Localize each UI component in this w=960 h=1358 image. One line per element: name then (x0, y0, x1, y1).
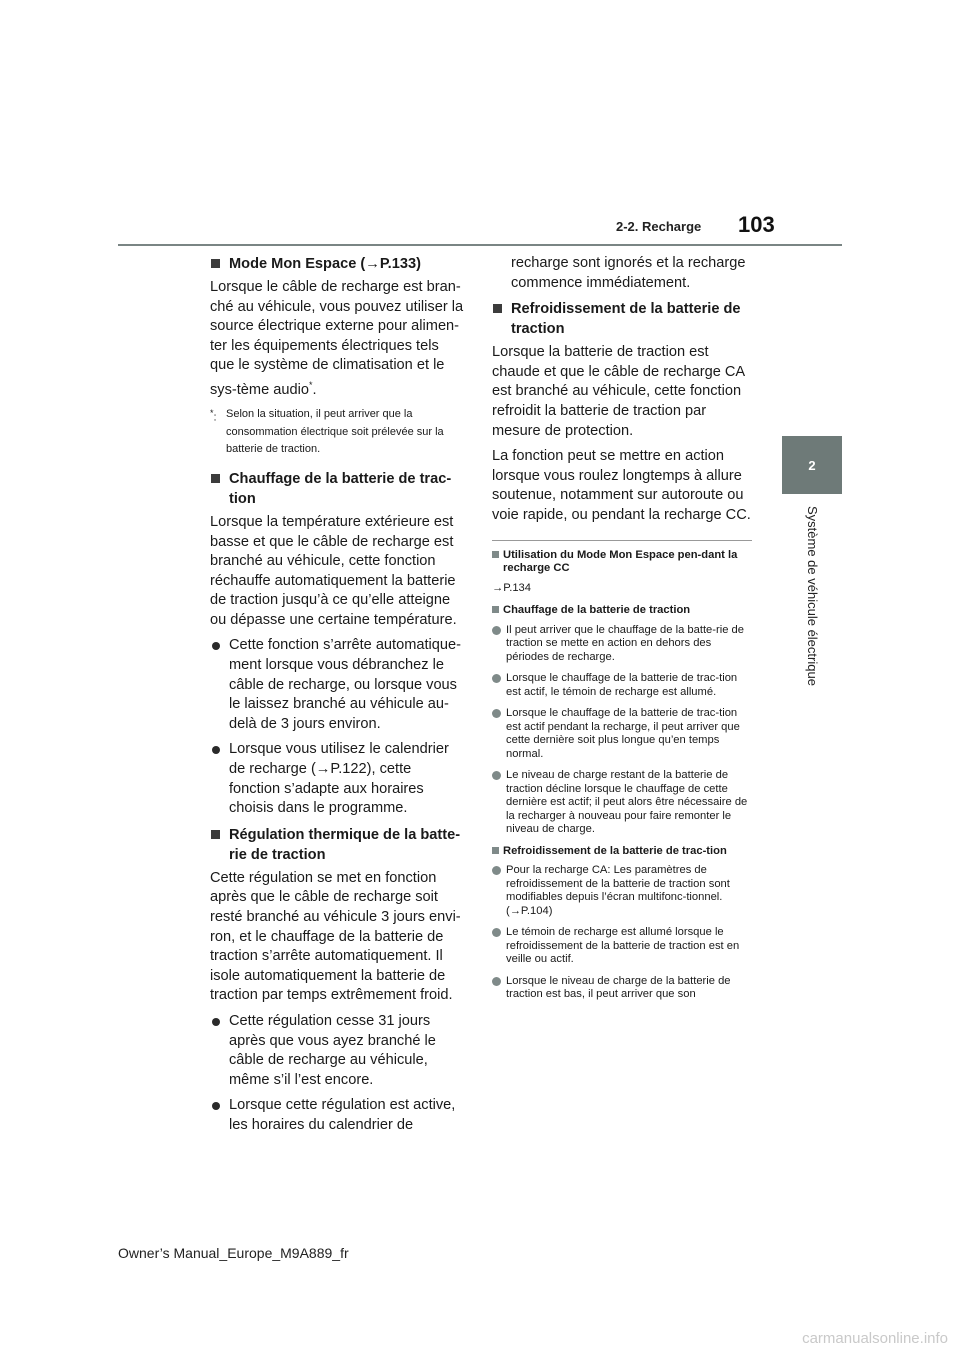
paragraph: Lorsque la batterie de traction est chaude et que le câble de recharge CA est branché au véhicule, cette fonction refroidit la batterie de traction par mesure de protection. (492, 344, 745, 439)
note-bullet: Il peut arriver que le chauffage de la batte-rie de traction se mette en action en dehors des périodes de recharge. (492, 624, 752, 665)
section-title: 2-2. Recharge (616, 219, 702, 234)
footnote: *: Selon la situation, il peut arriver que la consommation électrique soit prélevée sur la batterie de traction. (210, 408, 444, 456)
notes-separator (492, 540, 752, 541)
right-column (492, 254, 752, 1010)
paragraph-continued: recharge sont ignorés et la recharge commence immédiatement. (511, 255, 746, 291)
note-bullet: Le niveau de charge restant de la batterie de traction décline lorsque le chauffage de cette dernière est actif; il peut alors être nécessaire de la recharger à nouveau pour faire remonter le niveau de charge. (492, 769, 752, 837)
heading-refroidissement: Refroidissement de la batterie de traction (492, 299, 752, 339)
header-rule (118, 244, 842, 246)
chapter-tab (782, 436, 842, 494)
page-number: 103 (738, 212, 775, 237)
note-bullet: Pour la recharge CA: Les paramètres de refroidissement de la batterie de traction sont modifiables depuis l’écran multifonc-tionnel. (→P.104) (492, 864, 752, 918)
footer-manual-id: Owner’s Manual_Europe_M9A889_fr (118, 1245, 349, 1261)
paragraph-text: Lorsque le câble de recharge est bran-ché au véhicule, vous pouvez utiliser la source électrique externe pour alimen-ter les équipements électriques tels que le système de climatisation et le sys-tème audio (210, 279, 464, 398)
note-bullet: Le témoin de recharge est allumé lorsque le refroidissement de la batterie de traction est en veille ou actif. (492, 926, 752, 967)
chapter-number: 2 (808, 458, 816, 473)
note-heading: Chauffage de la batterie de traction (492, 604, 752, 618)
bullet-item: Cette fonction s’arrête automatique-ment lorsque vous débranchez le câble de recharge, ou lorsque vous le laissez branché au véhicule au-delà de 3 jours environ. (210, 636, 465, 734)
heading-regulation: Régulation thermique de la batte-rie de traction (210, 825, 465, 865)
note-bullet: Lorsque le niveau de charge de la batterie de traction est bas, il peut arriver que son (492, 975, 752, 1002)
paragraph: Lorsque la température extérieure est basse et que le câble de recharge est branché au véhicule, cette fonction réchauffe automatiquement la batterie de traction jusqu’à ce qu’elle atteigne ou dépasse une certaine température. (210, 513, 457, 628)
chapter-label: Système de véhicule électrique (805, 506, 820, 686)
heading-mode-mon-espace: Mode Mon Espace (→P.133) (210, 254, 465, 274)
bullet-item: Lorsque vous utilisez le calendrier de recharge (→P.122), cette fonction s’adapte aux horaires choisis dans le programme. (210, 740, 465, 818)
note-bullet: Lorsque le chauffage de la batterie de trac-tion est actif pendant la recharge, il peut arriver que cette dernière soit plus longue qu’en temps normal. (492, 707, 752, 761)
heading-chauffage: Chauffage de la batterie de trac-tion (210, 469, 465, 509)
paragraph: La fonction peut se mettre en action lorsque vous roulez longtemps à allure soutenue, notamment sur autoroute ou voie rapide, ou pendant la recharge CC. (492, 448, 751, 523)
bullet-item: Cette régulation cesse 31 jours après que vous ayez branché le câble de recharge au véhicule, même s’il l’est encore. (210, 1012, 465, 1090)
paragraph: Cette régulation se met en fonction après que le câble de recharge soit resté branché au véhicule 3 jours envi-ron, et le chauffage de la batterie de traction s’arrête automatiquement. Il isole automatiquement la batterie de traction par temps extrêmement froid. (210, 869, 461, 1004)
watermark: carmanualsonline.info (802, 1330, 948, 1347)
bullet-item: Lorsque cette régulation est active, les horaires du calendrier de (210, 1096, 465, 1135)
note-reference: →P.134 (492, 581, 531, 594)
note-heading: Refroidissement de la batterie de trac-tion (492, 845, 752, 859)
footnote-text: Selon la situation, il peut arriver que la consommation électrique soit prélevée sur la batterie de traction. (226, 408, 444, 456)
paragraph: Lorsque le câble de recharge est bran-ché au véhicule, vous pouvez utiliser la source électrique externe pour alimen-ter les équipements électriques tels que le système de climatisation et le sys-tème audio*. (210, 279, 464, 398)
left-column (210, 254, 465, 1142)
note-bullet: Lorsque le chauffage de la batterie de trac-tion est actif, le témoin de recharge est allumé. (492, 672, 752, 699)
note-heading: Utilisation du Mode Mon Espace pen-dant la recharge CC (492, 549, 752, 576)
